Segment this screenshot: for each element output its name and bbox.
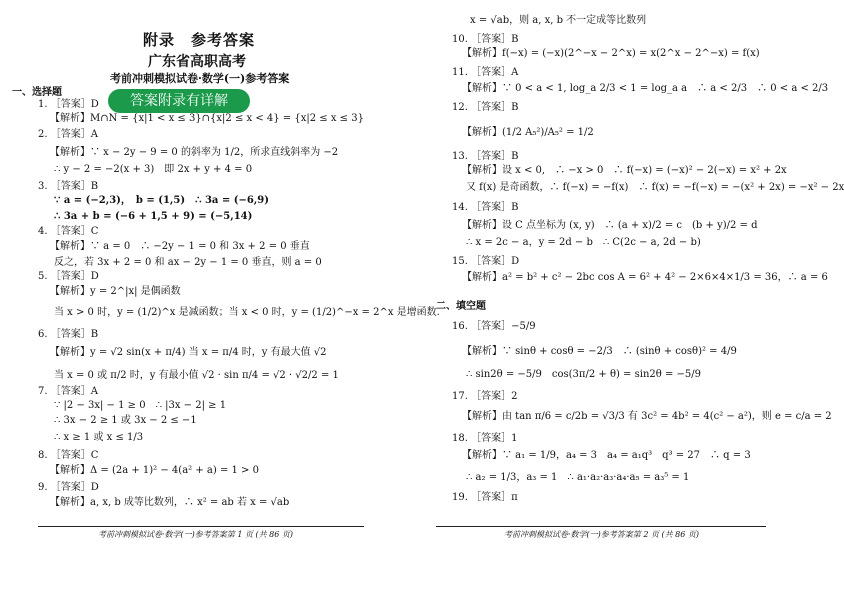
answer-line: 【解析】f(−x) = (−x)(2^−x − 2^x) = x(2^x − 2^−x) = f(x) [462, 48, 760, 59]
detailed-solution-badge: 答案附录有详解 [108, 89, 250, 113]
page-footer: 考前冲刺模拟试卷·数学(一)参考答案第 1 页 (共 86 页) [98, 530, 294, 539]
section-heading-choice: 一、选择题 [12, 87, 62, 98]
answer-line: ∵ a = (−2,3)， b = (1,5) ∴ 3a = (−6,9) [54, 195, 269, 206]
answer-line: 11. ［答案］A [452, 67, 519, 78]
answer-line: 6. ［答案］B [38, 329, 99, 340]
page-footer: 考前冲刺模拟试卷·数学(一)参考答案第 2 页 (共 86 页) [504, 530, 700, 539]
right-page [400, 0, 844, 599]
answer-line: 【解析】∵ x − 2y − 9 = 0 的斜率为 1/2，所求直线斜率为 −2 [50, 147, 339, 158]
answer-line: 10. ［答案］B [452, 34, 519, 45]
answer-line: 17. ［答案］2 [452, 391, 518, 402]
answer-line: 【解析】Δ = (2a + 1)² − 4(a² + a) = 1 > 0 [50, 465, 259, 476]
answer-line: 【解析】M∩N = {x|1 < x ≤ 3}∩{x|2 ≤ x < 4} = {x|2 ≤ x ≤ 3} [50, 113, 364, 124]
answer-line: 【解析】由 tan π/6 = c/2b = √3/3 有 3c² = 4b² = 4(c² − a²)，则 e = c/a = 2 [462, 411, 832, 422]
footer-rule [38, 526, 364, 527]
answer-line: 9. ［答案］D [38, 482, 99, 493]
answer-line: 12. ［答案］B [452, 102, 519, 113]
exam-title: 考前冲刺模拟试卷·数学(一)参考答案 [110, 72, 290, 85]
answer-line: 【解析】设 C 点坐标为 (x, y) ∴ (a + x)/2 = c (b + y)/2 = d [462, 220, 758, 231]
answer-line: 8. ［答案］C [38, 450, 99, 461]
answer-line: 【解析】∵ a₁ = 1/9，a₄ = 3 a₄ = a₁q³ q³ = 27 ∴ q = 3 [462, 450, 751, 461]
answer-line: ∴ 3a + b = (−6 + 1,5 + 9) = (−5,14) [54, 211, 253, 222]
answer-line: 【解析】y = √2 sin(x + π/4) 当 x = π/4 时，y 有最大值 √2 [50, 347, 327, 358]
answer-line: 【解析】∵ 0 < a < 1, log_a 2/3 < 1 = log_a a ∴ a < 2/3 ∴ 0 < a < 2/3 [462, 83, 829, 94]
answer-line: 18. ［答案］1 [452, 433, 518, 444]
answer-line: 4. ［答案］C [38, 226, 99, 237]
footer-rule [436, 526, 766, 527]
answer-line: 反之，若 3x + 2 = 0 和 ax − 2y − 1 = 0 垂直，则 a = 0 [54, 257, 322, 268]
school-title: 广东省高职高考 [148, 54, 246, 70]
answer-line: ∴ 3x − 2 ≥ 1 或 3x − 2 ≤ −1 [54, 415, 197, 426]
section-heading-fill: 二、填空题 [436, 301, 486, 312]
answer-line: 1. ［答案］D [38, 99, 99, 110]
answer-line: ∴ y − 2 = −2(x + 3) 即 2x + y + 4 = 0 [54, 164, 253, 175]
answer-line: 【解析】∵ a = 0 ∴ −2y − 1 = 0 和 3x + 2 = 0 垂直 [50, 241, 310, 252]
answer-line: ∴ a₂ = 1/3，a₃ = 1 ∴ a₁·a₂·a₃·a₄·a₅ = a₃⁵ = 1 [466, 472, 690, 483]
answer-line: 又 f(x) 是奇函数，∴ f(−x) = −f(x) ∴ f(x) = −f(−x) = −(x² + 2x) = −x² − 2x [466, 182, 844, 193]
answer-line: 【解析】a² = b² + c² − 2bc cos A = 6² + 4² − 2×6×4×1/3 = 36，∴ a = 6 [462, 272, 828, 283]
answer-line: 2. ［答案］A [38, 129, 98, 140]
answer-line: 5. ［答案］D [38, 271, 99, 282]
answer-line: ∵ |2 − 3x| − 1 ≥ 0 ∴ |3x − 2| ≥ 1 [54, 400, 227, 411]
answer-line: 当 x > 0 时，y = (1/2)^x 是减函数；当 x < 0 时，y = (1/2)^−x = 2^x 是增函数. [54, 307, 440, 318]
answer-line: 15. ［答案］D [452, 256, 520, 267]
answer-line: 7. ［答案］A [38, 386, 98, 397]
answer-line: 【解析】a, x, b 成等比数列，∴ x² = ab 若 x = √ab [50, 497, 290, 508]
answer-line: ∴ x = 2c − a，y = 2d − b ∴ C(2c − a, 2d − b) [466, 237, 701, 248]
answer-line: 14. ［答案］B [452, 202, 519, 213]
answer-line: 【解析】∵ sinθ + cosθ = −2/3 ∴ (sinθ + cosθ)² = 4/9 [462, 346, 737, 357]
answer-line: 3. ［答案］B [38, 181, 99, 192]
answer-line: 13. ［答案］B [452, 151, 519, 162]
answer-line: ∴ x ≥ 1 或 x ≤ 1/3 [54, 432, 144, 443]
answer-line: 【解析】设 x < 0, ∴ −x > 0 ∴ f(−x) = (−x)² − 2(−x) = x² + 2x [462, 165, 787, 176]
answer-line: 【解析】y = 2^|x| 是偶函数 [50, 286, 181, 297]
answer-line: x = √ab，则 a, x, b 不一定成等比数列 [470, 15, 647, 26]
answer-line: 【解析】(1/2 A₅²)/A₅² = 1/2 [462, 127, 594, 138]
answer-line: 19. ［答案］π [452, 492, 518, 503]
appendix-title: 附录 参考答案 [143, 31, 256, 49]
answer-line: 16. ［答案］−5/9 [452, 321, 536, 332]
answer-line: 当 x = 0 或 π/2 时，y 有最小值 √2 · sin π/4 = √2 · √2/2 = 1 [54, 370, 339, 381]
answer-line: ∴ sin2θ = −5/9 cos(3π/2 + θ) = sin2θ = −5/9 [466, 369, 701, 380]
